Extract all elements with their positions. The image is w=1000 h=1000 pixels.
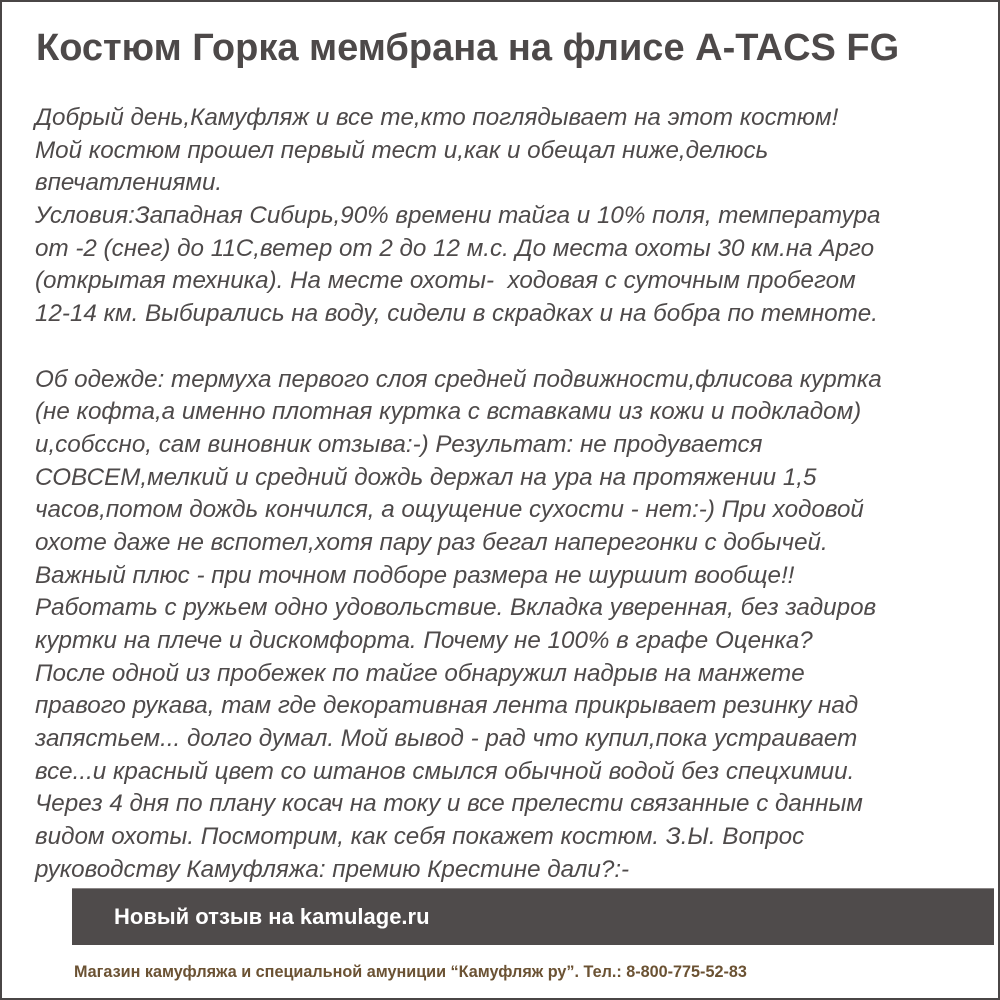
review-line: Мой костюм прошел первый тест и,как и обещал ниже,делюсь xyxy=(35,136,769,164)
review-text xyxy=(35,102,980,887)
review-line: Добрый день,Камуфляж и все те,кто поглядывает на этот костюм! xyxy=(35,104,839,131)
review-line: Через 4 дня по плану косач на току и все прелести связанные с данным xyxy=(35,790,863,818)
review-line: от -2 (снег) до 11С,ветер от 2 до 12 м.с. До места охоты 30 км.на Арго xyxy=(35,234,875,262)
page-title: Костюм Горка мембрана на флисе A-TACS FG xyxy=(36,27,900,69)
review-line: (открытая техника). На месте охоты- ходовая с суточным пробегом xyxy=(35,267,856,295)
review-line: Условия:Западная Сибирь,90% времени тайга и 10% поля, температура xyxy=(35,202,881,230)
review-line: Об одежде: термуха первого слоя средней подвижности,флисова куртка xyxy=(35,365,882,393)
banner-label: Новый отзыв на kamulage.ru xyxy=(114,904,430,929)
review-line: запястьем... долго думал. Мой вывод - рад что купил,пока устраивает xyxy=(35,725,858,753)
review-line: руководству Камуфляжа: премию Крестине дали?:- xyxy=(35,855,630,883)
review-line: 12-14 км. Выбирались на воду, сидели в скрадках и на бобра по темноте. xyxy=(35,300,878,328)
review-line: и,собссно, сам виновник отзыва:-) Результат: не продувается xyxy=(35,430,763,458)
paragraph-gap xyxy=(35,331,980,364)
review-line: куртки на плече и дискомфорта. Почему не 100% в графе Оценка? xyxy=(35,627,813,654)
store-footer: Магазин камуфляжа и специальной амуниции “Камуфляж ру”. Тел.: 8-800-775-52-83 xyxy=(74,963,747,981)
review-line: часов,потом дождь кончился, а ощущение сухости - нет:-) При ходовой xyxy=(35,496,864,524)
review-line: видом охоты. Посмотрим, как себя покажет костюм. З.Ы. Вопрос xyxy=(35,823,805,851)
review-line: (не кофта,а именно плотная куртка с вставками из кожи и подкладом) xyxy=(35,398,862,426)
review-line: Работать с ружьем одно удовольствие. Вкладка уверенная, без задиров xyxy=(35,594,877,622)
review-line: охоте даже не вспотел,хотя пару раз бегал наперегонки с добычей. xyxy=(35,528,828,556)
review-line: После одной из пробежек по тайге обнаружил надрыв на манжете xyxy=(35,659,805,687)
review-line: СОВСЕМ,мелкий и средний дождь держал на ура на протяжении 1,5 xyxy=(35,463,817,491)
review-line: впечатлениями. xyxy=(35,169,223,197)
review-line: Важный плюс - при точном подборе размера не шуршит вообще!! xyxy=(35,561,795,589)
review-line: все...и красный цвет со штанов смылся обычной водой без спецхимии. xyxy=(35,757,855,785)
new-review-banner xyxy=(72,888,994,945)
review-line: правого рукава, там где декоративная лента прикрывает резинку над xyxy=(35,692,859,720)
